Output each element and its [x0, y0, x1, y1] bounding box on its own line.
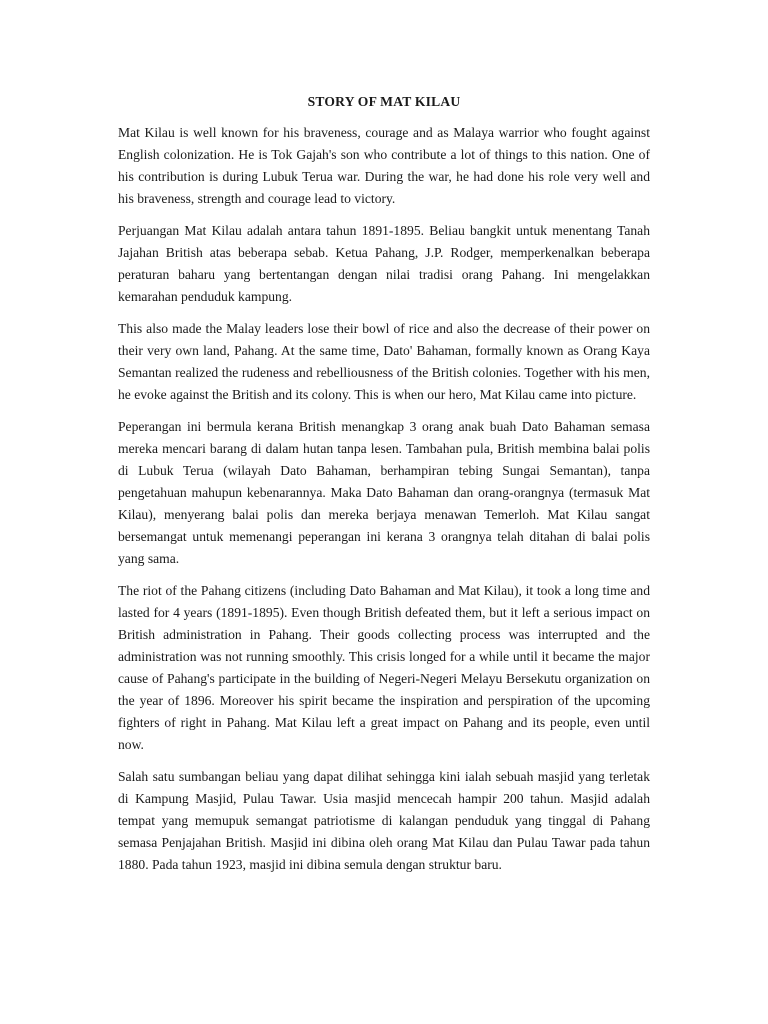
paragraph-6: Salah satu sumbangan beliau yang dapat dilihat sehingga kini ialah sebuah masjid yang terletak di Kampung Masjid, Pulau Tawar. Usia masjid mencecah hampir 200 tahun. Masjid adalah tempat yang memupuk semangat patriotisme di kalangan penduduk yang tinggal di Pahang semasa Penjajahan British. Masjid ini dibina oleh orang Mat Kilau dan Pulau Tawar pada tahun 1880. Pada tahun 1923, masjid ini dibina semula dengan struktur baru. [118, 769, 650, 872]
paragraph-1: Mat Kilau is well known for his braveness, courage and as Malaya warrior who fought against English colonization. He is Tok Gajah's son who contribute a lot of things to this nation. One of his contribution is during Lubuk Terua war. During the war, he had done his role very well and his braveness, strength and courage lead to victory. [118, 125, 650, 206]
paragraph-5: The riot of the Pahang citizens (including Dato Bahaman and Mat Kilau), it took a long time and lasted for 4 years (1891-1895). Even though British defeated them, but it left a serious impact on British administration in Pahang. Their goods collecting process was interrupted and the administration was not running smoothly. This crisis longed for a while until it became the major cause of Pahang's participate in the building of Negeri-Negeri Melayu Bersekutu organization on the year of 1896. Moreover his spirit became the inspiration and perspiration of the upcoming fighters of right in Pahang. Mat Kilau left a great impact on Pahang and its people, even until now. [118, 583, 650, 752]
paragraph-4: Peperangan ini bermula kerana British menangkap 3 orang anak buah Dato Bahaman semasa mereka mencari barang di dalam hutan tanpa lesen. Tambahan pula, British membina balai polis di Lubuk Terua (wilayah Dato Bahaman, berhampiran tebing Sungai Semantan), tanpa pengetahuan mahupun kebenarannya. Maka Dato Bahaman dan orang-orangnya (termasuk Mat Kilau), menyerang balai polis dan mereka berjaya menawan Temerloh. Mat Kilau sangat bersemangat untuk memenangi peperangan ini kerana 3 orangnya telah ditahan di balai polis yang sama. [118, 419, 650, 566]
paragraph-2: Perjuangan Mat Kilau adalah antara tahun 1891-1895. Beliau bangkit untuk menentang Tanah Jajahan British atas beberapa sebab. Ketua Pahang, J.P. Rodger, memperkenalkan beberapa peraturan baharu yang bertentangan dengan nilai tradisi orang Pahang. Ini mengelakkan kemarahan penduduk kampung. [118, 223, 650, 304]
document-body [118, 92, 650, 886]
paragraph-3: This also made the Malay leaders lose their bowl of rice and also the decrease of their power on their very own land, Pahang. At the same time, Dato' Bahaman, formally known as Orang Kaya Semantan realized the rudeness and rebelliousness of the British colonies. Together with his men, he evoke against the British and its colony. This is when our hero, Mat Kilau came into picture. [118, 321, 650, 402]
document-title: STORY OF MAT KILAU [307, 94, 461, 109]
